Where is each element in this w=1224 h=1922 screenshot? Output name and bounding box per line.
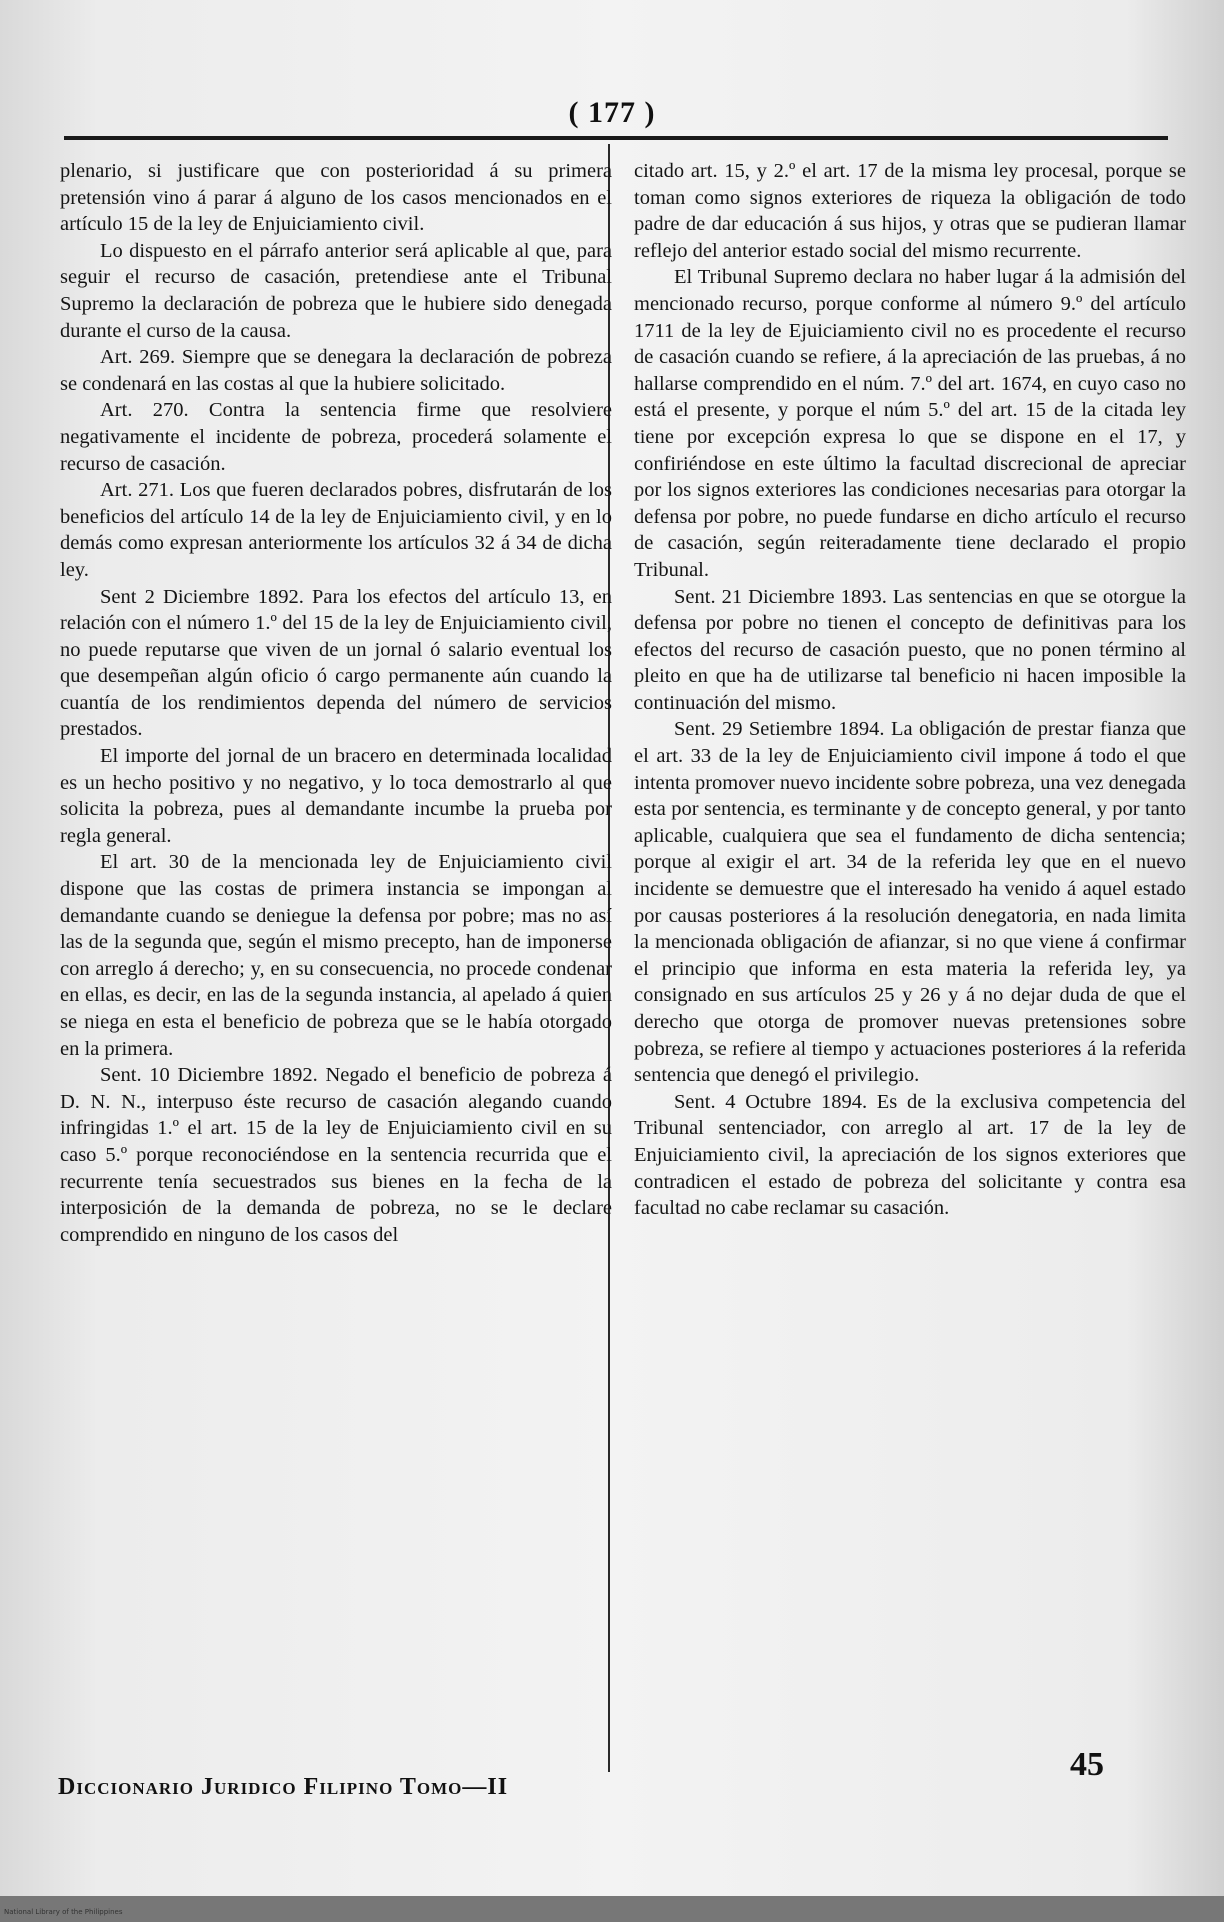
paragraph: Lo dispuesto en el párrafo anterior será aplicable al que, para seguir el recurso de casación, pretendiese ante el Tribunal Supremo la declaración de pobreza que le hubiere sido denegada durante el curso de la causa. (60, 239, 612, 342)
paragraph: El Tribunal Supremo declara no haber lugar á la admisión del mencionado recurso, porque conforme al número 9.º del artículo 1711 de la ley de Ejuiciamiento civil no es procedente el recurso de casación cuando se refiere, á la apreciación de las pruebas, á no hallarse comprendido en el núm. 7.º del art. 1674, en cuyo caso no está el presente, y porque el núm 5.º del art. 15 de la citada ley tiene por excepción expresa lo que se dispone en el 17, y confiriéndose en este último la facultad discrecional de apreciar por los signos exteriores las condiciones necesarias para otorgar la defensa por pobre, no puede fundarse en dicho artículo el recurso de casación, según reiteradamente tiene declarado el propio Tribunal. (634, 266, 1186, 581)
paragraph: Art. 270. Contra la sentencia firme que resolviere negativamente el incidente de pobreza, procederá solamente el recurso de casación. (60, 399, 612, 475)
paragraph: Art. 269. Siempre que se denegara la declaración de pobreza se condenará en las costas al que la hubiere solicitado. (60, 346, 612, 395)
paragraph: Sent. 21 Diciembre 1893. Las sentencias en que se otorgue la defensa por pobre no tienen el concepto de definitivas para los efectos del recurso de casación puesto, que no ponen término al pleito en que ha de utilizarse tal beneficio ni hacen imposible la continuación del mismo. (634, 585, 1186, 714)
paragraph: Sent 2 Diciembre 1892. Para los efectos del artículo 13, en relación con el número 1.º del 15 de la ley de Enjuiciamiento civil, no puede reputarse que viven de un jornal ó salario eventual los que desempeñan algún oficio ó cargo permanente aún cuando la cuantía de los rendimientos dependa del número de servicios prestados. (60, 585, 612, 741)
scan-edge (0, 1896, 1224, 1922)
paragraph: plenario, si justificare que con posterioridad á su primera pretensión vino á parar á alguno de los casos mencionados en el artículo 15 de la ley de Enjuiciamiento civil. (60, 160, 612, 236)
header-rule (64, 136, 1168, 140)
paragraph: Sent. 10 Diciembre 1892. Negado el beneficio de pobreza á D. N. N., interpuso éste recurso de casación alegando cuando infringidas 1.º el art. 15 de la ley de Enjuiciamiento civil en su caso 5.º porque reconociéndose en la sentencia recurrida que el recurrente tenía secuestrados sus bienes en la fecha de la interposición de la demanda de pobreza, no se le declare comprendido en ninguno de los casos del (60, 1064, 612, 1246)
page-number: ( 177 ) (568, 96, 656, 129)
paragraph: citado art. 15, y 2.º el art. 17 de la misma ley procesal, porque se toman como signos exteriores de riqueza la obligación de todo padre de dar educación á sus hijos, y otras que se pudieran llamar reflejo del anterior estado social del mismo recurrente. (634, 160, 1186, 262)
paragraph: Sent. 4 Octubre 1894. Es de la exclusiva competencia del Tribunal sentenciador, con arreglo al art. 17 de la ley de Enjuiciamiento civil, la apreciación de los signos exteriores que contradicen el estado de pobreza del solicitante y contra esa facultad no cabe reclamar su casación. (634, 1090, 1186, 1220)
left-column (60, 158, 612, 1248)
right-column (634, 158, 1186, 1222)
scan-credit: National Library of the Philippines (4, 1908, 123, 1916)
running-title: Diccionario Juridico Filipino Tomo—II (58, 1774, 509, 1800)
paragraph: Art. 271. Los que fueren declarados pobres, disfrutarán de los beneficios del artículo 14 de la ley de Enjuiciamiento civil, y en lo demás como expresan anteriormente los artículos 32 á 34 de dicha ley. (60, 479, 612, 581)
paragraph: Sent. 29 Setiembre 1894. La obligación de prestar fianza que el art. 33 de la ley de Enjuiciamiento civil impone á todo el que intenta promover nuevo incidente sobre pobreza, una vez denegada esta por sentencia, es terminante y de concepto general, y por tanto aplicable, cualquiera que sea el fundamento de dicha sentencia; porque al exigir el art. 34 de la referida ley que en el nuevo incidente se demuestre que el interesado ha venido á aquel estado por causas posteriores á la resolución denegatoria, en nada limita la mencionada obligación de afianzar, si no que viene á confirmar el principio que informa en esta materia la referida ley, ya consignado en sus artículos 25 y 26 y á no dejar duda de que el derecho que otorga de promover nuevas pretensiones sobre pobreza, se refiere al tiempo y actuaciones posteriores á la referida sentencia que denegó el privilegio. (634, 718, 1186, 1087)
paragraph: El importe del jornal de un bracero en determinada localidad es un hecho positivo y no negativo, y lo toca demostrarlo al que solicita la pobreza, pues al demandante incumbe la prueba por regla general. (60, 745, 612, 847)
signature-mark: 45 (1070, 1746, 1104, 1783)
paragraph: El art. 30 de la mencionada ley de Enjuiciamiento civil dispone que las costas de primera instancia se impongan al demandante cuando se deniegue la defensa por pobre; mas no así las de la segunda que, según el mismo precepto, han de imponerse con arreglo á derecho; y, en su consecuencia, no procede condenar en ellas, es decir, en las de la segunda instancia, al apelado á quien se niega en esta el beneficio de pobreza que se le había otorgado en la primera. (60, 851, 612, 1060)
